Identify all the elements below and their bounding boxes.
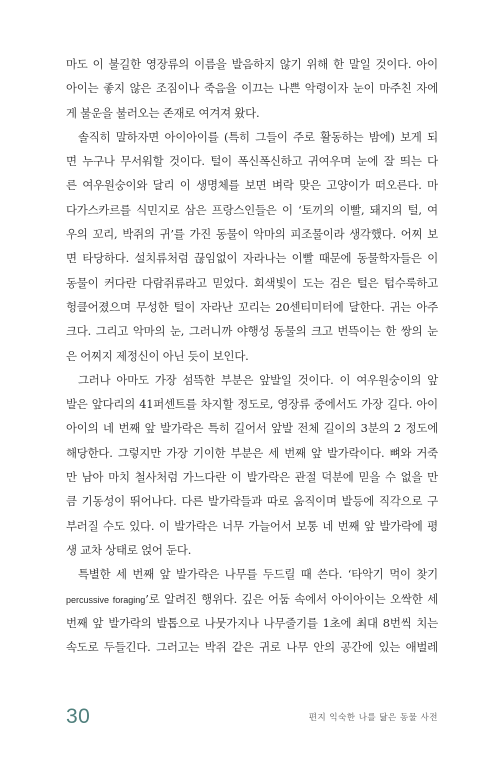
text-line: 큼 기동성이 뛰어나다. 다른 발가락들과 따로 움직이며 발등에 직각으로 구 (66, 494, 438, 509)
text-line: 른 여우원숭이와 달리 이 생명체를 보면 벼락 맞은 고양이가 떠오른다. 마 (66, 178, 438, 193)
text-line: 은 어찌지 제정신이 아닌 듯이 보인다. (66, 348, 249, 363)
text-line: 아이의 네 번째 앞 발가락은 특히 길어서 앞발 전체 길이의 3분의 2 정도에 (66, 421, 438, 436)
text-line: 생 교차 상태로 얹어 둔다. (66, 542, 192, 557)
text-line: 면 타당하다. 설치류처럼 끊임없이 자라나는 이빨 때문에 동물학자들은 이 (66, 251, 438, 266)
text-line-rest: ’로 알려진 행위다. 깊은 어둠 속에서 아이아이는 오싹한 세 (145, 591, 438, 606)
text-line: 발은 앞다리의 41퍼센트를 차지할 정도로, 영장류 중에서도 가장 길다. 아이 (66, 397, 438, 412)
text-line: 마도 이 불길한 영장류의 이름을 발음하지 않기 위해 한 말일 것이다. 아이 (66, 57, 438, 71)
text-line: 특별한 세 번째 앞 발가락은 나무를 두드릴 때 쓴다. ‘타악기 먹이 찾기 (78, 567, 438, 582)
page-footer (66, 704, 438, 730)
text-line: 번째 앞 발가락의 발톱으로 나뭇가지나 나무줄기를 1초에 최대 8번씩 치는 (66, 615, 438, 630)
text-line: 아이는 좋지 않은 조짐이나 죽음을 이끄는 나쁜 악령이자 눈이 마주친 자에 (66, 81, 438, 96)
body-text (66, 52, 438, 659)
text-line: 다가스카르를 식민지로 삼은 프랑스인들은 이 ‘토끼의 이빨, 돼지의 털, 여 (66, 202, 438, 217)
text-line: 헝클어졌으며 무성한 털이 자라난 꼬리는 20센티미터에 달한다. 귀는 아주 (66, 299, 438, 314)
text-line: 속도로 두들긴다. 그러고는 박쥐 같은 귀로 나무 안의 공간에 있는 애벌레 (66, 640, 438, 655)
text-line: 솔직히 말하자면 아이아이를 (특히 그들이 주로 활동하는 밤에) 보게 되 (78, 129, 438, 144)
text-line (66, 587, 438, 611)
text-line: 면 누구나 무서워할 것이다. 털이 폭신폭신하고 귀여우며 눈에 잘 띄는 다 (66, 154, 438, 169)
text-line: 해당한다. 그렇지만 가장 기이한 부분은 세 번째 앞 발가락이다. 뼈와 거죽 (66, 445, 438, 460)
running-title: 편지 익숙한 나를 닮은 동물 사전 (308, 713, 438, 723)
text-line: 부러질 수도 있다. 이 발가락은 너무 가늘어서 보통 네 번째 앞 발가락에 평 (66, 518, 438, 533)
text-line: 그러나 아마도 가장 섬뜩한 부분은 앞발일 것이다. 이 여우원숭이의 앞 (78, 372, 438, 387)
text-line: 우의 꼬리, 박쥐의 귀’를 가진 동물이 악마의 피조물이라 생각했다. 어찌 보 (66, 227, 438, 242)
text-line: 동물이 커다란 다람쥐류라고 믿었다. 회색빛이 도는 검은 털은 텁수룩하고 (66, 275, 438, 290)
page-number: 30 (66, 705, 91, 728)
text-line: 게 불운을 불러오는 존재로 여겨져 왔다. (66, 105, 260, 120)
text-line: 크다. 그리고 악마의 눈, 그러니까 야행성 동물의 크고 번뜩이는 한 쌍의 눈 (66, 324, 438, 339)
text-line: 만 남아 마치 철사처럼 가느다란 이 발가락은 관절 덕분에 믿을 수 없을 만 (66, 470, 438, 485)
latin-term: percussive foraging (66, 594, 146, 605)
